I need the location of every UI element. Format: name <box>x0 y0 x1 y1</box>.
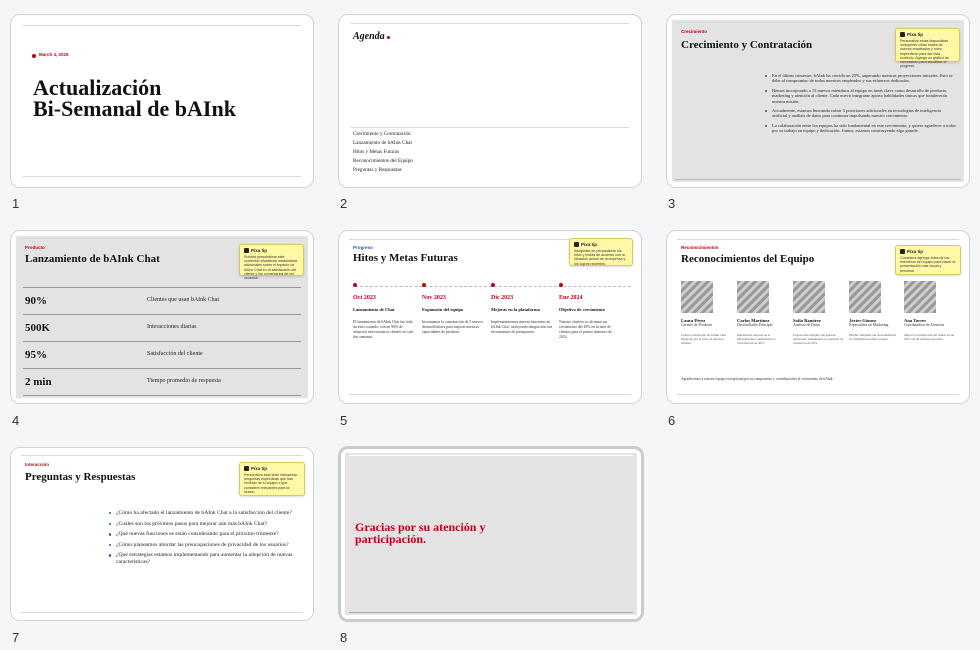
timeline-marker <box>422 283 426 287</box>
tip-title-text: Pixa tip <box>251 248 268 253</box>
agenda-item: Reconocimientos del Equipo <box>353 158 413 164</box>
tip-title-text: Pixa tip <box>907 32 924 37</box>
lightbulb-icon <box>244 466 249 471</box>
milestone-name: Objetivo de crecimiento <box>559 307 605 312</box>
divider <box>21 612 303 613</box>
tip-body: Personaliza esta slide incluyendo preguntas específicas que has recibido de tu equipo o que considere relevantes para la sesión. <box>244 473 298 494</box>
stat-label: Interacciones diarias <box>147 324 197 330</box>
member-desc: Lideró el desarrollo de bAInk Chat, integrado por el éxito de nuestros clientes. <box>681 333 727 345</box>
lightbulb-icon <box>900 249 905 254</box>
divider <box>351 23 629 24</box>
tip-body: Puedes personalizar este contenido añadiendo estadísticas adicionales sobre el impacto de bAInk Chat en la satisfacción del cliente y los comentarios de los usuarios. <box>244 255 298 281</box>
member-desc: Proporcionó insights que generan decisiones, aumentando la retención de clientes en un 30%. <box>793 333 844 345</box>
list-item: La colaboración entre los equipos ha sido fundamental en este crecimiento, y quiero agradecer a todos por su trabajo en equipo y dedicación. Juntos, estamos construyendo algo grande. <box>765 123 957 134</box>
team-member <box>737 281 787 345</box>
divider <box>349 612 633 613</box>
list-item: ¿Cómo planeamos abordar las preocupaciones de privacidad de los usuarios? <box>109 542 301 549</box>
tip-title-text: Pixa tip <box>907 249 924 254</box>
slide-title-line-1: Actualización <box>33 75 162 100</box>
section-label: Progreso <box>353 245 373 250</box>
slide-date: March 4, 2025 <box>39 52 69 57</box>
member-desc: Implementó mejoras en la infraestructura, aumentando la velocidad en un 40%. <box>737 333 776 345</box>
divider <box>677 394 959 395</box>
divider <box>23 176 301 177</box>
milestone-date: Oct 2023 <box>353 295 376 301</box>
member-desc: Mejoró la satisfacción del cliente en un 20% con un enfoque proactivo. <box>904 333 955 341</box>
agenda-title <box>353 31 390 42</box>
bullet-list <box>765 73 957 134</box>
slide-thumbnail-2[interactable] <box>338 14 642 188</box>
timeline-item <box>422 283 484 335</box>
member-role: Gerente de Producto <box>681 323 713 327</box>
slide-number-8: 8 <box>340 630 348 645</box>
tip-title-text: Pixa tip <box>251 466 268 471</box>
team-member <box>849 281 899 341</box>
milestone-date: Dic 2023 <box>491 295 514 301</box>
member-name: Carlos Martínez <box>737 318 770 323</box>
tip-title <box>900 32 955 37</box>
slide-number-5: 5 <box>340 413 348 428</box>
member-role: Coordinadora de Atención <box>904 323 945 327</box>
slide-number-4: 4 <box>12 413 20 428</box>
milestone-desc: Nuestro objetivo es alcanzar un crecimiento del 20% en la base de clientes para el primer trimestre de 2024. <box>559 320 612 339</box>
divider <box>677 239 959 240</box>
team-member <box>904 281 956 341</box>
milestone-name: Expansión del equipo <box>422 307 464 312</box>
member-role: Desarrollador Principal <box>737 323 773 327</box>
timeline-marker <box>559 283 563 287</box>
agenda-item: Hitos y Metas Futuras <box>353 149 399 155</box>
timeline-item <box>559 283 621 340</box>
pixa-tip-note <box>239 462 305 496</box>
milestone-date: Ene 2024 <box>559 295 583 301</box>
slide-thumbnail-8[interactable] <box>338 446 644 622</box>
milestone-desc: Implementaremos nuevas funciones en bAInk Chat, incluyendo integración con herramientas de presupuesto. <box>491 320 553 334</box>
stat-value: 90% <box>25 295 47 307</box>
member-name: Sofía Ramírez <box>793 318 821 323</box>
section-label: Reconocimientos <box>681 245 719 250</box>
member-photo <box>904 281 936 313</box>
timeline-item <box>491 283 553 335</box>
lightbulb-icon <box>900 32 905 37</box>
member-desc: Diseñó campañas que incrementaron la visibilidad en redes sociales. <box>849 333 896 341</box>
stat-label: Tiempo promedio de respuesta <box>147 378 221 384</box>
member-role: Analista de Datos <box>793 323 820 327</box>
divider <box>675 179 961 180</box>
agenda-title-text: Agenda <box>353 31 385 42</box>
member-name: Laura Pérez <box>681 318 706 323</box>
member-name: Ana Torres <box>904 318 926 323</box>
slide-thumbnail-4[interactable] <box>10 230 314 404</box>
divider <box>351 127 629 128</box>
stat-row <box>23 341 301 368</box>
slide-number-3: 3 <box>668 196 676 211</box>
list-item: Hemos incorporado a 15 nuevos miembros al equipo en áreas clave como desarrollo de producto, marketing y atención al cliente. Cada nuevo integrante aporta habilidades únicas que fortalecerán nuestra misión. <box>765 88 957 104</box>
pixa-tip-note <box>239 244 304 281</box>
milestone-desc: Incrementar la contratación de 5 nuevos desarrolladores para mejorar nuestras capacidades de producto. <box>422 320 483 334</box>
agenda-item: Preguntas y Respuestas <box>353 167 402 173</box>
slide-title <box>33 77 236 119</box>
stats-table <box>23 287 301 396</box>
pixa-tip-note <box>895 245 961 275</box>
slide-heading: Reconocimientos del Equipo <box>681 253 815 265</box>
slide-number-6: 6 <box>668 413 676 428</box>
slide-thumbnail-5[interactable] <box>338 230 642 404</box>
divider <box>19 238 305 239</box>
tip-body: Personaliza estas diapositivas incluyendo cifras reales de nuevos empleados y roles específicos para dar más contexto. Agrega un gráfico de crecimiento para visualizar el progreso. <box>900 39 949 69</box>
accent-dot <box>32 54 36 58</box>
slide-number-7: 7 <box>12 630 20 645</box>
slide-footer-text: Agradecemos a nuestro equipo excepcional por su compromiso y contribuciones al crecimiento de bAInk. <box>681 377 834 381</box>
divider <box>23 25 301 26</box>
slide-thumbnail-6[interactable] <box>666 230 970 404</box>
stat-value: 500K <box>25 322 51 334</box>
stat-row <box>23 368 301 396</box>
list-item: Actualmente, estamos buscando cubrir 5 posiciones adicionales en tecnologías de inteligencia artificial y análisis de datos para continuar impulsando nuestro crecimiento. <box>765 108 957 119</box>
list-item: ¿Cuáles son los próximos pasos para mejorar aún más bAInk Chat? <box>109 521 301 528</box>
list-item: En el último trimestre, bAInk ha crecido un 25%, superando nuestras proyecciones iniciales. Esto se debe al compromiso de todos nuestros empleados y sus esfuerzos dedicados. <box>765 73 957 84</box>
slide-thumbnail-3[interactable] <box>666 14 970 188</box>
closing-message: Gracias por su atención y participación. <box>355 520 486 546</box>
stat-value: 95% <box>25 349 47 361</box>
team-member <box>681 281 731 345</box>
tip-body: Considera agregar fotos de los miembros del equipo para hacer la presentación más visual y personal. <box>900 256 956 273</box>
milestone-name: Mejoras en la plataforma <box>491 307 540 312</box>
tip-title <box>244 248 299 253</box>
timeline-marker <box>353 283 357 287</box>
member-name: Javier Gómez <box>849 318 877 323</box>
accent-dot <box>387 36 390 39</box>
timeline-item <box>353 283 415 340</box>
stat-label: Satisfacción del cliente <box>147 351 203 357</box>
slide-number-2: 2 <box>340 196 348 211</box>
pixa-tip-note <box>569 238 633 266</box>
tip-title <box>900 249 956 254</box>
member-photo <box>849 281 881 313</box>
list-item: ¿Cómo ha afectado el lanzamiento de bAInk Chat a la satisfacción del cliente? <box>109 510 301 517</box>
team-member <box>793 281 843 345</box>
slide-thumbnail-1[interactable] <box>10 14 314 188</box>
member-photo <box>737 281 769 313</box>
slide-heading: Preguntas y Respuestas <box>25 471 136 483</box>
stat-value: 2 min <box>25 376 52 388</box>
slide-heading: Lanzamiento de bAInk Chat <box>25 253 160 265</box>
member-role: Especialista en Marketing <box>849 323 889 327</box>
tip-body: Asegúrate de personalizar los hitos y metas de acuerdo con la situación actual de la empresa y los logros recientes. <box>574 249 626 266</box>
member-photo <box>681 281 713 313</box>
list-item: ¿Qué nuevas funciones se están considerando para el próximo trimestre? <box>109 531 301 538</box>
section-label: Interacción <box>25 462 50 467</box>
lightbulb-icon <box>574 242 579 247</box>
tip-title <box>244 466 300 471</box>
divider <box>675 22 961 23</box>
question-list <box>109 510 301 566</box>
agenda-list <box>353 130 413 175</box>
stat-label: Clientes que usan bAInk Chat <box>147 297 219 303</box>
section-label: Crecimiento <box>681 29 708 34</box>
section-label: Producto <box>25 245 45 250</box>
slide-heading: Crecimiento y Contratación <box>681 39 813 51</box>
tip-title-text: Pixa tip <box>581 242 598 247</box>
slide-title-line-2: Bi-Semanal de bAInk <box>33 96 236 121</box>
milestone-date: Nov 2023 <box>422 295 446 301</box>
milestone-name: Lanzamiento de Chat <box>353 307 395 312</box>
divider <box>349 394 631 395</box>
list-item: ¿Qué estrategias estamos implementando para aumentar la adopción de nuevas características? <box>109 552 301 565</box>
member-photo <box>793 281 825 313</box>
lightbulb-icon <box>244 248 249 253</box>
slide-thumbnail-7[interactable] <box>10 447 314 621</box>
slide-heading: Hitos y Metas Futuras <box>353 252 458 264</box>
slide-number-1: 1 <box>12 196 20 211</box>
pixa-tip-note <box>895 28 960 69</box>
tip-title <box>574 242 628 247</box>
agenda-item: Crecimiento y Contratación <box>353 131 411 137</box>
divider <box>349 455 633 456</box>
stat-row <box>23 314 301 341</box>
timeline-marker <box>491 283 495 287</box>
stat-row <box>23 287 301 314</box>
divider <box>21 455 303 456</box>
agenda-item: Lanzamiento de bAInk Chat <box>353 140 412 146</box>
milestone-desc: El lanzamiento de bAInk Chat fue todo un éxito rotundo, con un 90% de adopción entre nuestros clientes en solo dos semanas. <box>353 320 414 339</box>
